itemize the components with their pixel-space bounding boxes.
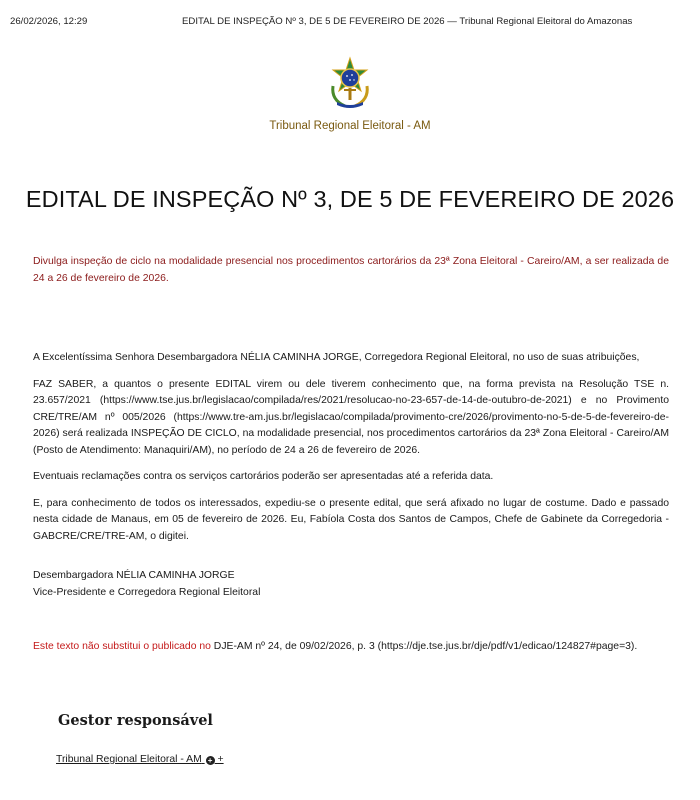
signature-block (33, 568, 669, 601)
gestor-link-label: Tribunal Regional Eleitoral - AM (56, 754, 202, 765)
print-header (0, 0, 700, 40)
gestor-heading: Gestor responsável (58, 712, 213, 729)
signature-role: Vice-Presidente e Corregedora Regional Eleitoral (33, 586, 261, 598)
org-name: Tribunal Regional Eleitoral - AM (269, 120, 431, 132)
plus-circle-icon: + (206, 756, 215, 765)
closing-paragraph: E, para conhecimento de todos os interessados, expediu-se o presente edital, que será afixado no lugar de costume. Dado e passado nesta cidade de Manaus, em 05 de fevereiro de 2026. Eu, Fabíola Costa dos Santos de Campos, Chefe de Gabinete da Corregedoria - GABCRE/CRE/TRE-AM, o digitei. (33, 497, 669, 542)
signature-name: Desembargadora NÉLIA CAMINHA JORGE (33, 570, 235, 581)
print-datetime: 26/02/2026, 12:29 (10, 16, 88, 27)
publication-notice (33, 639, 669, 656)
document-body (33, 254, 669, 656)
opening-paragraph: A Excelentíssima Senhora Desembargadora NÉLIA CAMINHA JORGE, Corregedora Regional Eleitoral, no uso de suas atribuições, (33, 352, 640, 363)
complaints-paragraph: Eventuais reclamações contra os serviços cartorários poderão ser apresentadas até a referida data. (33, 471, 494, 482)
document-title: EDITAL DE INSPEÇÃO Nº 3, DE 5 DE FEVEREIRO DE 2026 (25, 186, 675, 212)
gestor-link-plus: + (217, 754, 224, 765)
document-summary: Divulga inspeção de ciclo na modalidade presencial nos procedimentos cartorários da 23ª Zona Eleitoral - Careiro/AM, a ser realizada de 24 a 26 de fevereiro de 2026. (33, 256, 669, 284)
gestor-link[interactable] (56, 754, 224, 765)
notice-reference: DJE-AM nº 24, de 09/02/2026, p. 3 (https://dje.tse.jus.br/dje/pdf/v1/edicao/124827#page=3). (210, 641, 638, 652)
main-paragraph: FAZ SABER, a quantos o presente EDITAL virem ou dele tiverem conhecimento que, na forma prevista na Resolução TSE n. 23.657/2021 (https://www.tse.jus.br/legislacao/compilada/res/2021/resolucao-no-23-657-de-14-de-outubro-de-2021) e no Provimento CRE/TRE/AM nº 005/2026 (https://www.tre-am.jus.br/legislacao/compilada/provimento-cre/2026/provimento-no-5-de-5-de-fevereiro-de-2026) será realizada INSPEÇÃO DE CICLO, na modalidade presencial, nos procedimentos cartorários da 23ª Zona Eleitoral - Careiro/AM (Posto de Atendimento: Manaquiri/AM), no período de 24 a 26 de fevereiro de 2026. (33, 378, 669, 456)
notice-warning: Este texto não substitui o publicado no (33, 641, 211, 652)
brazil-coat-of-arms-icon (323, 56, 377, 110)
print-page-title: EDITAL DE INSPEÇÃO Nº 3, DE 5 DE FEVEREIRO DE 2026 — Tribunal Regional Eleitoral do Amazonas (182, 16, 633, 27)
